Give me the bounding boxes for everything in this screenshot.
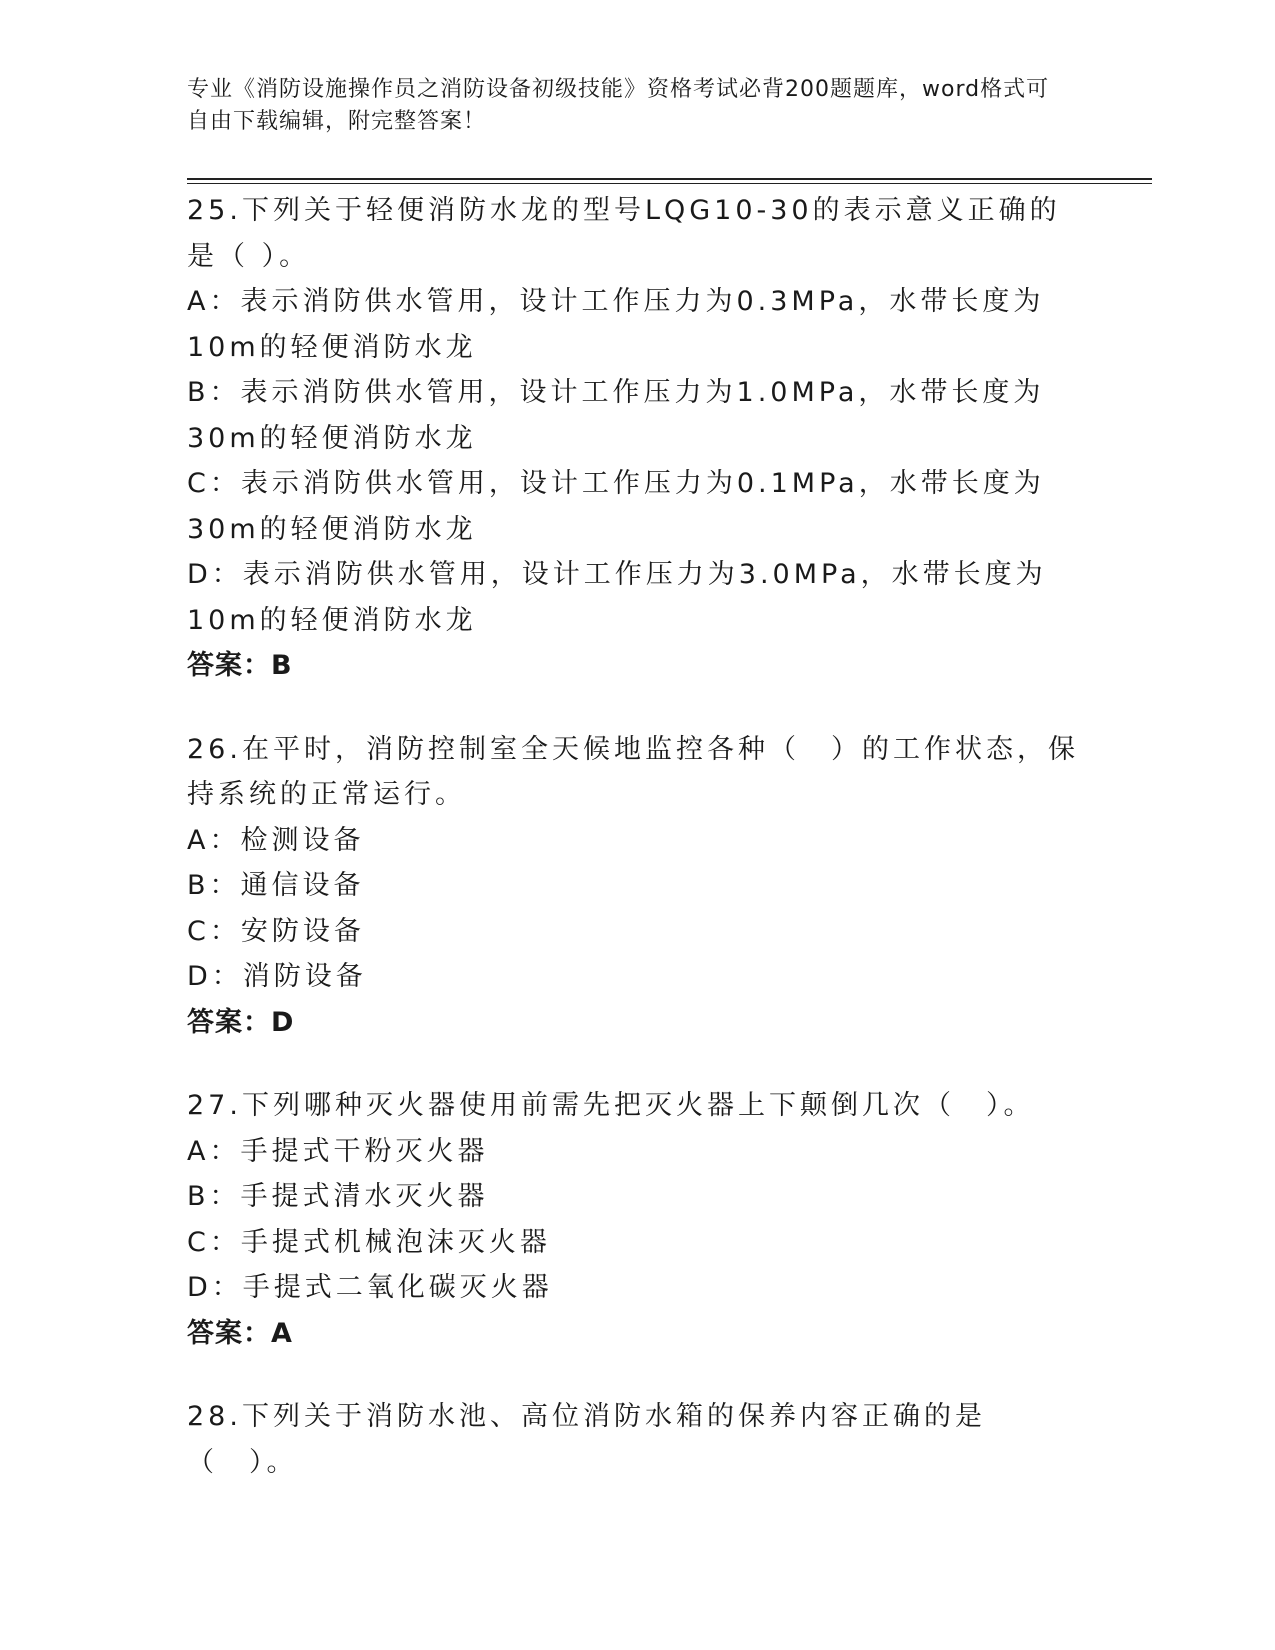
- option-b: B：通信设备: [187, 870, 365, 901]
- document-header: 专业《消防设施操作员之消防设备初级技能》资格考试必背200题题库，word格式可自由下载编辑，附完整答案！: [187, 77, 1050, 134]
- option-c: C：安防设备: [187, 915, 365, 947]
- question-list: [187, 188, 1087, 1523]
- option-a: A：表示消防供水管用，设计工作压力为0.3MPa，水带长度为10m的轻便消防水龙: [187, 286, 1045, 363]
- option-d: D：手提式二氧化碳灭火器: [187, 1272, 553, 1303]
- answer-label: 答案：A: [187, 1317, 293, 1349]
- question-25: [187, 188, 1087, 689]
- option-c: C：手提式机械泡沫灭火器: [187, 1226, 551, 1258]
- option-c: C：表示消防供水管用，设计工作压力为0.1MPa，水带长度为30m的轻便消防水龙: [187, 468, 1045, 545]
- question-28: [187, 1394, 1087, 1485]
- answer-label: 答案：B: [187, 650, 293, 681]
- question-26: [187, 727, 1087, 1046]
- question-stem: 27.下列哪种灭火器使用前需先把灭火器上下颠倒几次（ ）。: [187, 1090, 1035, 1121]
- option-a: A：检测设备: [187, 824, 365, 856]
- option-b: B：手提式清水灭火器: [187, 1181, 489, 1212]
- option-b: B：表示消防供水管用，设计工作压力为1.0MPa，水带长度为30m的轻便消防水龙: [187, 377, 1045, 454]
- question-stem: 28.下列关于消防水池、高位消防水箱的保养内容正确的是（ ）。: [187, 1401, 986, 1478]
- question-stem: 26.在平时，消防控制室全天候地监控各种（ ）的工作状态，保持系统的正常运行。: [187, 733, 1079, 810]
- question-stem: 25.下列关于轻便消防水龙的型号LQG10-30的表示意义正确的是（ ）。: [187, 195, 1061, 272]
- option-a: A：手提式干粉灭火器: [187, 1135, 489, 1167]
- option-d: D：表示消防供水管用，设计工作压力为3.0MPa，水带长度为10m的轻便消防水龙: [187, 559, 1047, 636]
- question-27: [187, 1083, 1087, 1356]
- answer-label: 答案：D: [187, 1006, 295, 1038]
- header-divider: [187, 178, 1152, 184]
- option-d: D：消防设备: [187, 961, 367, 992]
